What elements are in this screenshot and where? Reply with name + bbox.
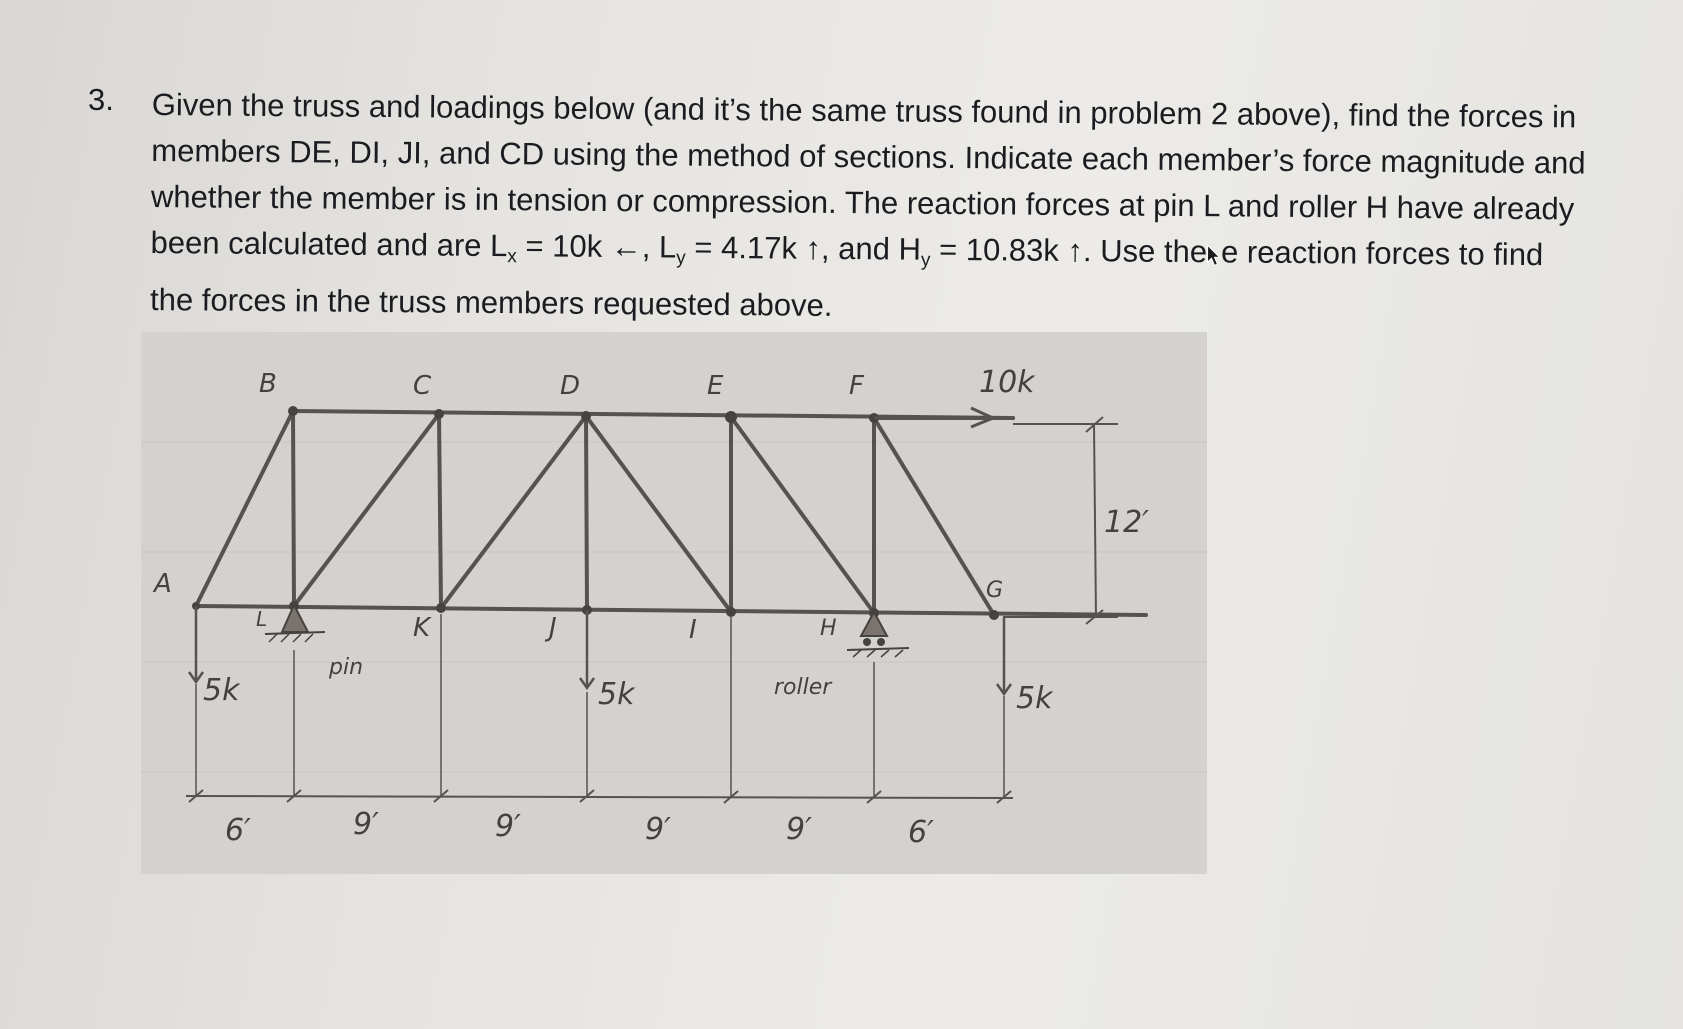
span-dimension-line [186,790,1013,803]
span-label-4: 9′ [645,812,671,847]
label-I: I [689,615,697,645]
member-bottom-chord [196,606,1146,615]
member-AB [196,411,293,606]
load-A-label: 5k [203,673,240,708]
pin-label: pin [329,655,364,680]
label-D: D [560,371,581,401]
member-LC [294,414,439,606]
member-BL [293,411,294,606]
span-label-2: 9′ [353,807,379,842]
member-FG [874,418,994,615]
ly-value: = 4.17k ↑, and H [685,229,922,267]
span-label-5: 9′ [786,812,812,847]
roller-support-icon [847,612,909,657]
label-H: H [820,616,837,641]
problem-text [150,82,1592,336]
height-dimension [1003,417,1118,624]
span-label-1: 6′ [225,813,251,848]
label-G: G [986,578,1004,603]
member-DI [586,416,731,612]
label-B: B [259,369,277,399]
truss-joints [192,406,999,620]
hy-subscript: y [920,249,931,271]
label-E: E [707,371,724,401]
lx-subscript: x [507,246,517,268]
span-label-6: 6′ [908,815,934,850]
pin-support-icon [265,605,325,642]
member-DJ [586,416,587,610]
load-10k-label: 10k [979,365,1035,400]
member-KD [441,416,586,608]
load-G-label: 5k [1016,681,1053,716]
roller-label: roller [774,675,832,700]
problem-number: 3. [88,82,114,117]
problem-text-end: e reaction forces to find the forces in the truss members requested above. [149,234,1544,323]
member-CK [439,414,441,608]
label-L: L [256,607,268,631]
label-C: C [413,371,432,401]
span-label-3: 9′ [495,809,521,844]
label-J: J [549,613,557,643]
ly-subscript: y [676,247,686,269]
lx-value: = 10k ←, L [516,228,677,265]
mouse-cursor-icon [1207,233,1221,255]
truss-figure [141,332,1207,874]
problem-text-intro: Given the truss and loadings below (and it’s the same truss found in problem 2 above), find the forces in members DE, DI, JI, and CD using the method of sections. Indicate each member’s force magnitude and whether the member is in tension or compression. The reaction forces at pin L and roller H have already been calculated and are L [150,86,1586,264]
load-10k-arrow [874,408,993,427]
label-F: F [849,371,864,401]
hy-value: = 10.83k ↑. Use the [930,231,1208,270]
load-J-label: 5k [598,677,635,712]
label-A: A [154,569,172,599]
truss-diagram [141,332,1207,874]
member-EH [731,417,874,613]
height-label: 12′ [1104,505,1149,540]
label-K: K [413,613,431,643]
